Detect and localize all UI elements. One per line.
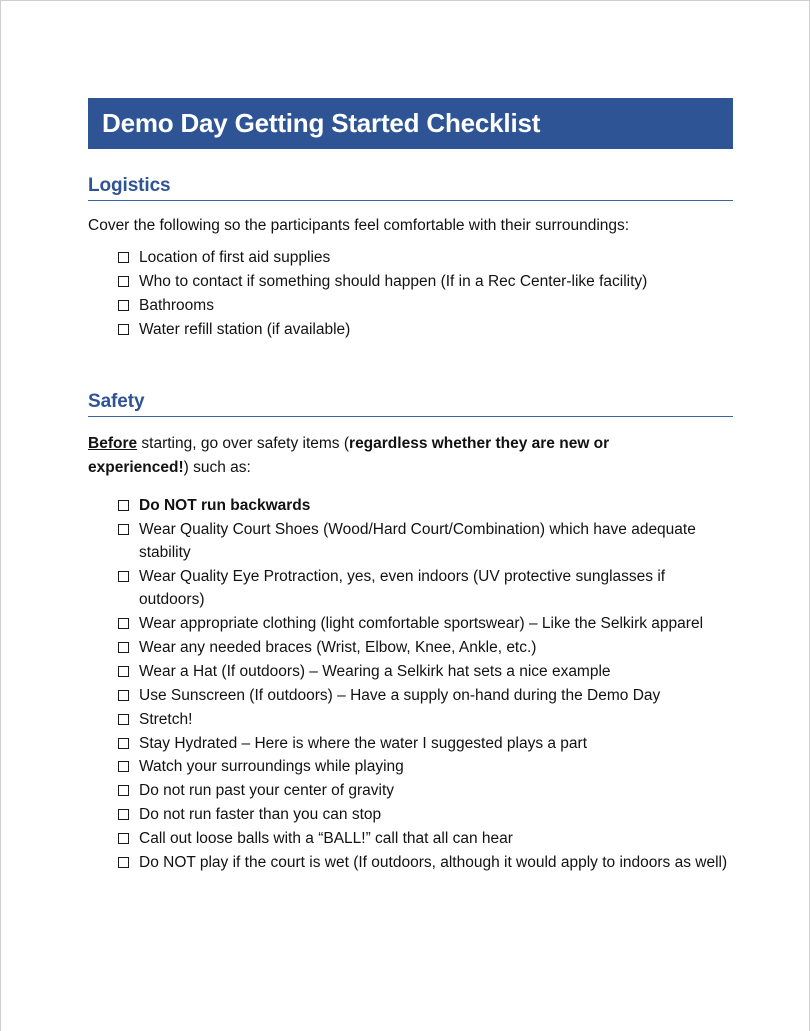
checkbox-icon[interactable] [118, 618, 129, 629]
list-item-label: Stretch! [139, 710, 193, 728]
checkbox-icon[interactable] [118, 666, 129, 677]
list-item[interactable] [88, 804, 733, 827]
list-item-label: Do not run past your center of gravity [139, 782, 395, 800]
checkbox-icon[interactable] [118, 785, 129, 796]
list-item[interactable] [88, 780, 733, 803]
list-item[interactable] [88, 319, 733, 342]
section-logistics [88, 175, 733, 342]
list-item-label: Do not run faster than you can stop [139, 806, 382, 824]
list-item[interactable] [88, 271, 733, 294]
checkbox-icon[interactable] [118, 833, 129, 844]
logistics-checklist [88, 247, 733, 342]
list-item[interactable] [88, 495, 733, 518]
section-safety [88, 391, 733, 875]
safety-intro-before: Before [88, 435, 138, 453]
list-item[interactable] [88, 709, 733, 732]
safety-checklist [88, 495, 733, 875]
checkbox-icon[interactable] [118, 738, 129, 749]
section-spacer [88, 343, 733, 365]
list-item[interactable] [88, 519, 733, 565]
safety-intro-emphasis: regardless whether they are new or experienced! [88, 435, 610, 476]
list-item-label: Wear any needed braces (Wrist, Elbow, Knee, Ankle, etc.) [139, 638, 537, 656]
document-title-banner: Demo Day Getting Started Checklist [88, 98, 733, 149]
list-item[interactable] [88, 685, 733, 708]
list-item-label: Do NOT run backwards [139, 497, 311, 515]
list-item-label: Wear Quality Court Shoes (Wood/Hard Court/Combination) which have adequate stability [139, 521, 696, 562]
document-content [88, 98, 733, 876]
section-heading-logistics: Logistics [88, 175, 733, 201]
list-item[interactable] [88, 295, 733, 318]
safety-intro-after: ) such as: [183, 458, 251, 476]
checkbox-icon[interactable] [118, 524, 129, 535]
logistics-intro-text: Cover the following so the participants feel comfortable with their surroundings: [88, 216, 630, 234]
list-item[interactable] [88, 247, 733, 270]
list-item-label: Wear a Hat (If outdoors) – Wearing a Selkirk hat sets a nice example [139, 662, 611, 680]
list-item[interactable] [88, 756, 733, 779]
list-item[interactable] [88, 637, 733, 660]
list-item-label: Watch your surroundings while playing [139, 758, 404, 776]
checkbox-icon[interactable] [118, 690, 129, 701]
list-item-label: Call out loose balls with a “BALL!” call that all can hear [139, 830, 513, 848]
checkbox-icon[interactable] [118, 571, 129, 582]
list-item-label: Wear Quality Eye Protraction, yes, even indoors (UV protective sunglasses if outdoors) [139, 567, 666, 608]
checkbox-icon[interactable] [118, 642, 129, 653]
list-item-label: Stay Hydrated – Here is where the water I suggested plays a part [139, 734, 588, 752]
list-item[interactable] [88, 566, 733, 612]
list-item[interactable] [88, 733, 733, 756]
checkbox-icon[interactable] [118, 809, 129, 820]
checkbox-icon[interactable] [118, 500, 129, 511]
safety-intro-middle: starting, go over safety items ( [137, 435, 350, 453]
list-item-label: Use Sunscreen (If outdoors) – Have a supply on-hand during the Demo Day [139, 686, 661, 704]
checkbox-icon[interactable] [118, 252, 129, 263]
list-item-label: Wear appropriate clothing (light comfortable sportswear) – Like the Selkirk apparel [139, 614, 704, 632]
checkbox-icon[interactable] [118, 276, 129, 287]
checkbox-icon[interactable] [118, 761, 129, 772]
list-item[interactable] [88, 852, 733, 875]
list-item-label: Who to contact if something should happen (If in a Rec Center-like facility) [139, 273, 648, 291]
checkbox-icon[interactable] [118, 300, 129, 311]
checkbox-icon[interactable] [118, 714, 129, 725]
list-item[interactable] [88, 613, 733, 636]
list-item-label: Location of first aid supplies [139, 249, 331, 267]
list-item[interactable] [88, 828, 733, 851]
list-item-label: Do NOT play if the court is wet (If outdoors, although it would apply to indoors as well) [139, 854, 728, 872]
safety-intro-text [88, 432, 648, 479]
checkbox-icon[interactable] [118, 857, 129, 868]
list-item-label: Bathrooms [139, 297, 214, 315]
list-item[interactable] [88, 661, 733, 684]
checkbox-icon[interactable] [118, 324, 129, 335]
section-heading-safety: Safety [88, 391, 733, 417]
list-item-label: Water refill station (if available) [139, 321, 351, 339]
